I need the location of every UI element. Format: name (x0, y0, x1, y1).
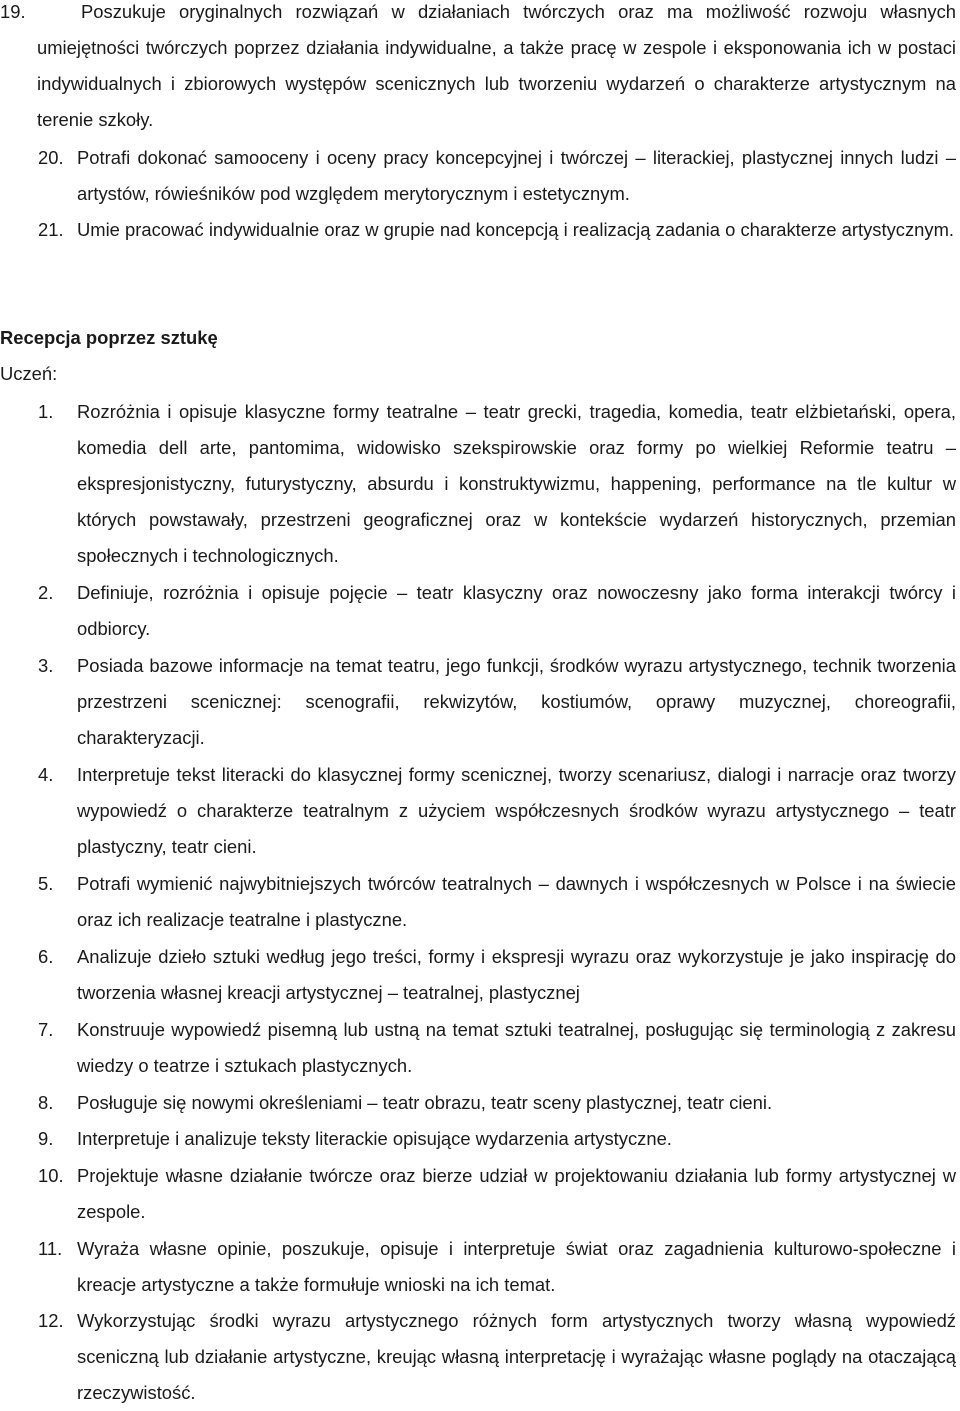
list-item (0, 1121, 960, 1157)
list-item (0, 757, 960, 865)
item-number: 12. (38, 1310, 64, 1331)
list-item (0, 1012, 960, 1084)
item-text: Posiada bazowe informacje na temat teatru, jego funkcji, środków wyrazu artystycznego, technik tworzenia przestrzeni scenicznej: scenografii, rekwizytów, kostiumów, oprawy muzycznej, choreografii, charakteryzacji. (77, 655, 956, 748)
item-text: Posługuje się nowymi określeniami – teatr obrazu, teatr sceny plastycznej, teatr cieni. (77, 1092, 773, 1113)
item-text: Interpretuje tekst literacki do klasycznej formy scenicznej, tworzy scenariusz, dialogi i narracje oraz tworzy wypowiedź o charakterze teatralnym z użyciem współczesnych środków wyrazu artystycznego – teatr plastyczny, teatr cieni. (77, 764, 956, 857)
item-text: Konstruuje wypowiedź pisemną lub ustną na temat sztuki teatralnej, posługując się terminologią z zakresu wiedzy o teatrze i sztukach plastycznych. (77, 1019, 956, 1076)
item-number: 3. (38, 655, 54, 676)
item-number: 2. (38, 582, 54, 603)
list-item (0, 394, 960, 574)
item-number: 1. (38, 401, 54, 422)
item-text: Interpretuje i analizuje teksty literackie opisujące wydarzenia artystyczne. (77, 1128, 672, 1149)
section-subtitle: Uczeń: (0, 363, 58, 384)
item-number: 6. (38, 946, 54, 967)
item-text: Definiuje, rozróżnia i opisuje pojęcie – teatr klasyczny oraz nowoczesny jako forma interakcji twórcy i odbiorcy. (77, 582, 956, 639)
item-number: 19. (0, 1, 26, 22)
list-item (0, 0, 960, 138)
item-number: 10. (38, 1165, 64, 1186)
item-text: Poszukuje oryginalnych rozwiązań w działaniach twórczych oraz ma możliwość rozwoju własnych umiejętności twórczych poprzez działania indywidualne, a także pracę w zespole i eksponowania ich w postaci indywidualnych i zbiorowych występów scenicznych lub tworzeniu wydarzeń o charakterze artystycznym na terenie szkoły. (37, 1, 956, 130)
item-text: Potrafi wymienić najwybitniejszych twórców teatralnych – dawnych i współczesnych w Polsce i na świecie oraz ich realizacje teatralne i plastyczne. (77, 873, 956, 930)
section-title: Recepcja poprzez sztukę (0, 327, 218, 348)
item-text: Potrafi dokonać samooceny i oceny pracy koncepcyjnej i twórczej – literackiej, plastycznej innych ludzi – artystów, rówieśników pod względem merytorycznym i estetycznym. (77, 147, 956, 204)
item-number: 21. (38, 219, 64, 240)
list-item (0, 212, 960, 248)
list-item (0, 1231, 960, 1303)
item-number: 20. (38, 147, 64, 168)
list-item (0, 575, 960, 647)
item-text: Projektuje własne działanie twórcze oraz bierze udział w projektowaniu działania lub formy artystycznej w zespole. (77, 1165, 956, 1222)
item-text: Wyraża własne opinie, poszukuje, opisuje i interpretuje świat oraz zagadnienia kulturowo-społeczne i kreacje artystyczne a także formułuje wnioski na ich temat. (77, 1238, 956, 1295)
item-number: 7. (38, 1019, 54, 1040)
list-item (0, 1158, 960, 1230)
item-number: 4. (38, 764, 54, 785)
list-item (0, 939, 960, 1011)
item-number: 8. (38, 1092, 54, 1113)
item-number: 5. (38, 873, 54, 894)
list-item (0, 648, 960, 756)
list-item (0, 1303, 960, 1411)
item-number: 9. (38, 1128, 54, 1149)
item-text: Rozróżnia i opisuje klasyczne formy teatralne – teatr grecki, tragedia, komedia, teatr elżbietański, opera, komedia dell arte, pantomima, widowisko szekspirowskie oraz formy po wielkiej Reformie teatru – ekspresjonistyczny, futurystyczny, absurdu i konstruktywizmu, happening, performance na tle kultur w których powstawały, przestrzeni geograficznej oraz w kontekście wydarzeń historycznych, przemian społecznych i technologicznych. (77, 401, 956, 566)
list-item (0, 866, 960, 938)
item-text: Umie pracować indywidualnie oraz w grupie nad koncepcją i realizacją zadania o charakterze artystycznym. (77, 219, 955, 240)
list-item (0, 1085, 960, 1121)
list-item (0, 140, 960, 212)
item-text: Analizuje dzieło sztuki według jego treści, formy i ekspresji wyrazu oraz wykorzystuje je jako inspirację do tworzenia własnej kreacji artystycznej – teatralnej, plastycznej (77, 946, 956, 1003)
item-text: Wykorzystując środki wyrazu artystycznego różnych form artystycznych tworzy własną wypowiedź sceniczną lub działanie artystyczne, kreując własną interpretację i wyrażając własne poglądy na otaczającą rzeczywistość. (77, 1310, 956, 1403)
item-number: 11. (38, 1238, 63, 1259)
